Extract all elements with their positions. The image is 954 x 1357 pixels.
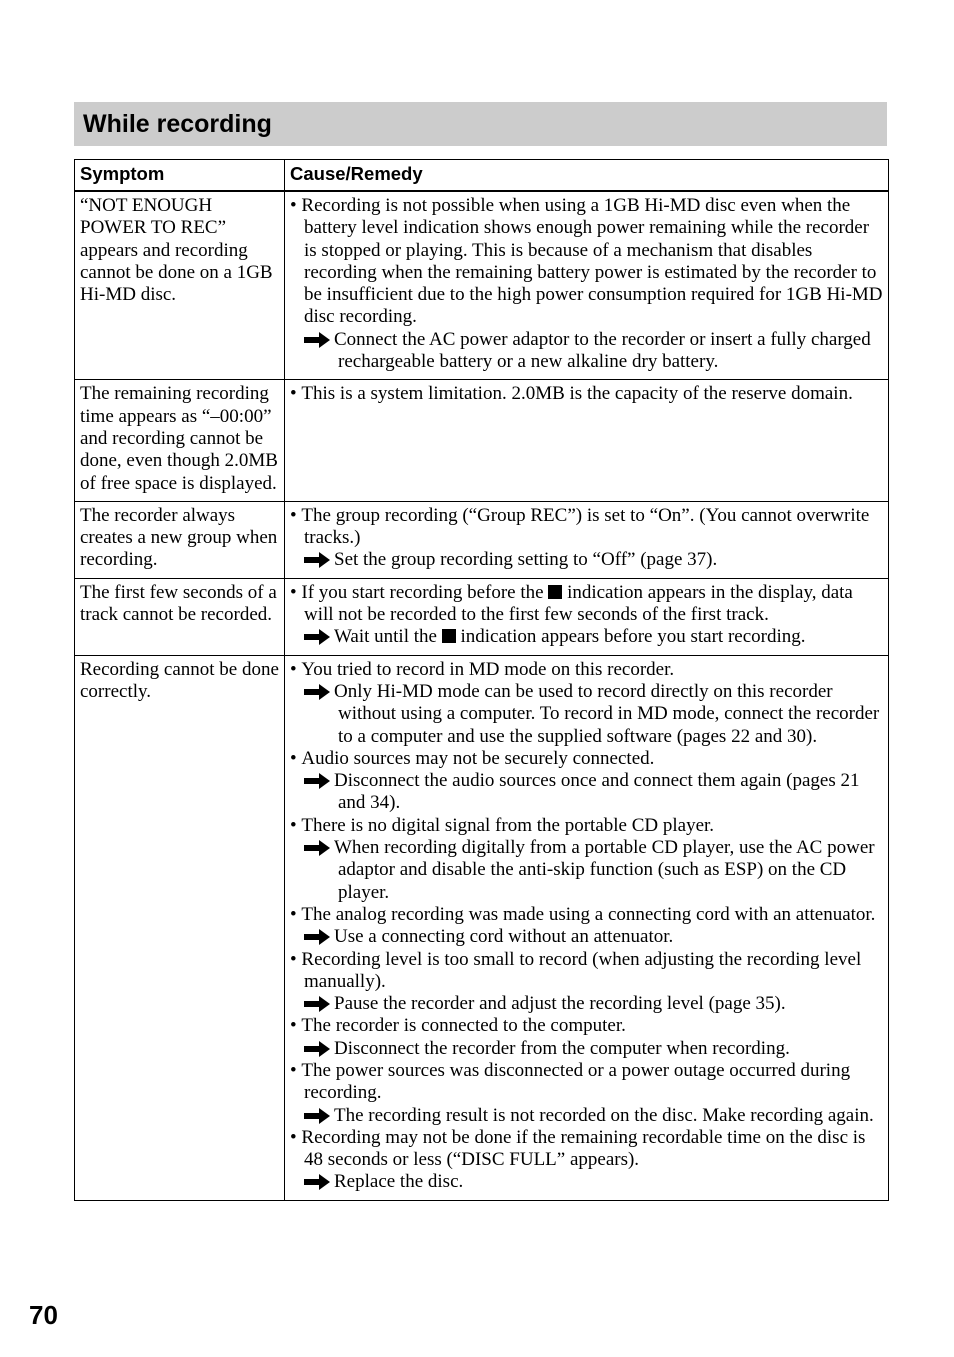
cause-remedy-cell — [285, 380, 889, 501]
remedy-item — [290, 329, 883, 374]
item-text: Disconnect the audio sources once and connect them again (pages 21 and 34). — [334, 770, 860, 814]
section-title: While recording — [74, 102, 887, 146]
item-text: The power sources was disconnected or a power outage occurred during recording. — [301, 1059, 851, 1104]
bullet-marker: • — [290, 383, 302, 405]
item-text-after: indication appears before you start recording. — [460, 626, 806, 648]
bullet-marker: • — [290, 814, 302, 836]
stop-square-icon — [442, 629, 456, 643]
arrow-right-icon — [304, 1038, 334, 1060]
remedy-item — [290, 770, 883, 815]
item-text-before: Wait until the — [334, 626, 437, 648]
bullet-marker: • — [290, 747, 302, 769]
item-text: The recording result is not recorded on the disc. Make recording again. — [334, 1104, 874, 1126]
symptom-cell: Recording cannot be done correctly. — [75, 655, 285, 1200]
table-row — [75, 191, 889, 380]
item-text: Audio sources may not be securely connected. — [301, 747, 655, 769]
table-header-row — [75, 160, 889, 192]
item-text: The analog recording was made using a connecting cord with an attenuator. — [301, 903, 876, 925]
symptom-cell: “NOT ENOUGH POWER TO REC” appears and recording cannot be done on a 1GB Hi-MD disc. — [75, 191, 285, 380]
remedy-item — [290, 993, 883, 1015]
remedy-item — [290, 1038, 883, 1060]
arrow-right-icon — [304, 993, 334, 1015]
arrow-right-icon — [304, 626, 334, 648]
item-text-after: indication appears in the display, data will not be recorded to the first few seconds of the first track. — [304, 581, 853, 626]
troubleshooting-table — [74, 159, 889, 1201]
arrow-right-icon — [304, 329, 334, 351]
item-text: When recording digitally from a portable CD player, use the AC power adaptor and disable the anti-skip function (such as ESP) on the CD player. — [334, 837, 875, 903]
cause-item — [290, 195, 883, 329]
cause-item — [290, 505, 883, 550]
cause-item — [290, 815, 883, 837]
cause-remedy-cell — [285, 578, 889, 655]
item-text: Only Hi-MD mode can be used to record directly on this recorder without using a computer. To record in MD mode, connect the recorder to a computer and use the supplied software (pages 22 and 30). — [334, 680, 880, 747]
item-text: Recording is not possible when using a 1GB Hi-MD disc even when the battery level indication shows enough power remaining while the recorder is stopped or playing. This is because of a mechanism that disables recording when the remaining battery power is estimated by the recorder to be insufficient due to the high power consumption required for 1GB Hi-MD disc recording. — [301, 195, 883, 328]
remedy-item — [290, 549, 883, 571]
item-text: Replace the disc. — [334, 1171, 464, 1193]
stop-square-icon — [548, 585, 562, 599]
cause-item — [290, 659, 883, 681]
remedy-item — [290, 681, 883, 748]
table-body — [75, 191, 889, 1200]
arrow-right-icon — [304, 770, 334, 792]
cause-remedy-cell — [285, 655, 889, 1200]
remedy-item — [290, 837, 883, 904]
page-number: 70 — [29, 1300, 58, 1330]
table-row — [75, 501, 889, 578]
cause-item — [290, 1060, 883, 1105]
item-text: Disconnect the recorder from the computer when recording. — [334, 1037, 790, 1059]
table-row — [75, 380, 889, 501]
bullet-marker: • — [290, 1059, 302, 1081]
remedy-item — [290, 626, 883, 648]
arrow-right-icon — [304, 681, 334, 703]
cause-item — [290, 1127, 883, 1172]
arrow-right-icon — [304, 837, 334, 859]
item-text: The recorder is connected to the computer. — [301, 1015, 626, 1037]
item-text: There is no digital signal from the portable CD player. — [301, 814, 715, 836]
item-text: Recording level is too small to record (when adjusting the recording level manually). — [301, 948, 862, 992]
remedy-item — [290, 1105, 883, 1127]
cause-remedy-cell — [285, 501, 889, 578]
bullet-marker: • — [290, 581, 302, 603]
bullet-marker: • — [290, 195, 302, 216]
table-row — [75, 578, 889, 655]
symptom-cell: The recorder always creates a new group when recording. — [75, 501, 285, 578]
cause-item — [290, 1015, 883, 1037]
bullet-marker: • — [290, 1015, 302, 1037]
item-text: The group recording (“Group REC”) is set to “On”. (You cannot overwrite tracks.) — [301, 504, 870, 549]
item-text: Connect the AC power adaptor to the recorder or insert a fully charged rechargeable battery or a new alkaline dry battery. — [334, 328, 871, 373]
bullet-marker: • — [290, 903, 302, 925]
remedy-item — [290, 1171, 883, 1193]
remedy-item — [290, 926, 883, 948]
symptom-column-header: Symptom — [75, 160, 285, 192]
item-text: You tried to record in MD mode on this recorder. — [301, 658, 675, 680]
item-text: Pause the recorder and adjust the recording level (page 35). — [334, 993, 786, 1015]
table-row — [75, 655, 889, 1200]
bullet-marker: • — [290, 948, 302, 970]
cause-item — [290, 949, 883, 994]
cause-item — [290, 748, 883, 770]
item-text: Recording may not be done if the remaining recordable time on the disc is 48 seconds or less (“DISC FULL” appears). — [301, 1126, 866, 1171]
symptom-cell: The first few seconds of a track cannot be recorded. — [75, 578, 285, 655]
cause-column-header: Cause/Remedy — [285, 160, 889, 192]
item-text: This is a system limitation. 2.0MB is the capacity of the reserve domain. — [301, 383, 853, 405]
arrow-right-icon — [304, 926, 334, 948]
item-text: Set the group recording setting to “Off” (page 37). — [334, 549, 718, 571]
cause-item — [290, 582, 883, 627]
item-text: Use a connecting cord without an attenuator. — [334, 926, 674, 948]
item-text-before: If you start recording before the — [301, 581, 544, 603]
symptom-cell: The remaining recording time appears as “–00:00” and recording cannot be done, even though 2.0MB of free space is displayed. — [75, 380, 285, 501]
arrow-right-icon — [304, 1105, 334, 1127]
bullet-marker: • — [290, 658, 302, 680]
bullet-marker: • — [290, 1126, 302, 1148]
cause-item — [290, 383, 883, 405]
arrow-right-icon — [304, 1171, 334, 1193]
bullet-marker: • — [290, 504, 302, 526]
cause-item — [290, 904, 883, 926]
arrow-right-icon — [304, 549, 334, 571]
cause-remedy-cell — [285, 191, 889, 380]
